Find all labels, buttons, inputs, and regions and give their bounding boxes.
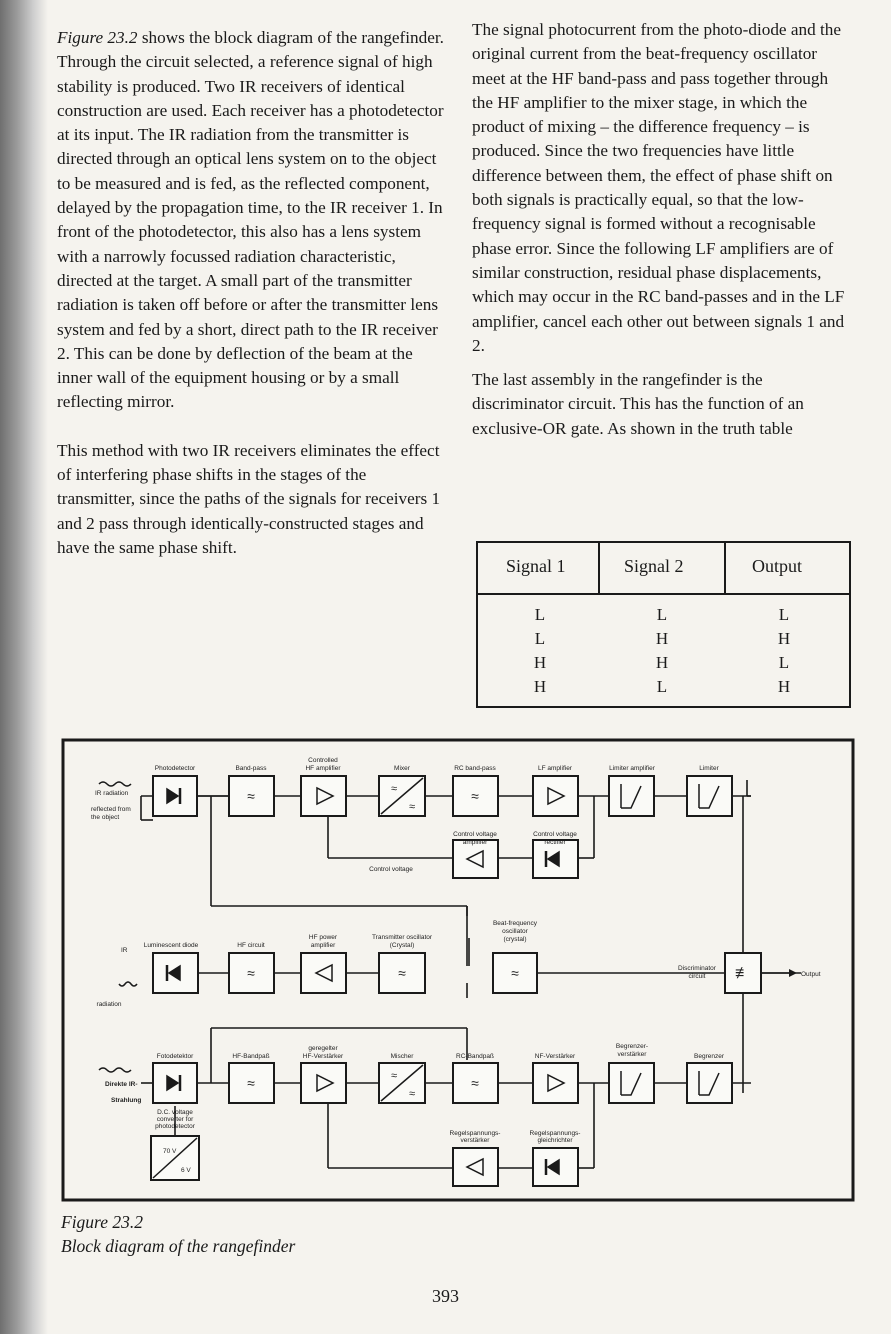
label-nf-verstaerker: NF-Verstärker bbox=[534, 1053, 576, 1060]
label-direkte-1: Direkte IR- bbox=[105, 1081, 138, 1088]
label-70v: 70 V bbox=[163, 1148, 177, 1155]
label-cv-amplifier-1: Control voltage bbox=[453, 831, 497, 838]
label-hf-amplifier: HF amplifier bbox=[305, 765, 341, 772]
label-reflected-1: reflected from bbox=[91, 806, 131, 813]
label-controlled: Controlled bbox=[308, 757, 338, 764]
lf-amplifier-block bbox=[533, 776, 578, 816]
band-pass-icon: ≈ bbox=[247, 1075, 255, 1091]
label-dc-1: D.C. voltage bbox=[157, 1109, 193, 1116]
label-hf-power-2: amplifier bbox=[310, 942, 336, 949]
label-cv-amplifier-2: amplifier bbox=[462, 839, 488, 846]
label-discriminator-2: circuit bbox=[688, 973, 706, 980]
label-radiation: radiation bbox=[96, 1001, 122, 1008]
truth-cell: H bbox=[777, 629, 791, 648]
label-regel-g-2: gleichrichter bbox=[537, 1137, 573, 1144]
label-6v: 6 V bbox=[181, 1167, 191, 1174]
ir-radiation-wave bbox=[99, 782, 131, 786]
label-beat-1: Beat-frequency bbox=[492, 920, 538, 927]
label-discriminator-1: Discriminator bbox=[678, 965, 716, 972]
band-pass-icon: ≈ bbox=[511, 965, 519, 981]
label-geregelter-1: geregelter bbox=[308, 1045, 338, 1052]
truth-cell: L bbox=[778, 653, 790, 672]
truth-cell: H bbox=[533, 653, 547, 672]
label-begrenzer-v-1: Begrenzer- bbox=[615, 1043, 649, 1050]
band-pass-icon: ≈ bbox=[247, 965, 255, 981]
truth-cell: L bbox=[534, 629, 546, 648]
label-begrenzer-v-2: verstärker bbox=[617, 1051, 647, 1058]
mixer-tilde-icon: ≈ bbox=[390, 1070, 398, 1082]
label-tx-osc-1: Transmitter oscillator bbox=[371, 934, 433, 941]
label-hf-circuit: HF circuit bbox=[237, 942, 265, 949]
left-column bbox=[57, 26, 445, 560]
label-limiter-amplifier: Limiter amplifier bbox=[609, 765, 655, 772]
mixer-tilde-icon: ≈ bbox=[408, 801, 416, 813]
mixer-tilde-icon: ≈ bbox=[390, 783, 398, 795]
not-equal-icon: ≢ bbox=[735, 965, 751, 982]
label-geregelter-2: HF-Verstärker bbox=[302, 1053, 344, 1060]
truth-header-signal-2: Signal 2 bbox=[624, 556, 684, 576]
figure-caption bbox=[61, 1210, 295, 1258]
label-rc-band-pass: RC band-pass bbox=[454, 765, 496, 772]
band-pass-icon: ≈ bbox=[247, 788, 255, 804]
truth-header-signal-1: Signal 1 bbox=[506, 556, 566, 576]
label-photodetector: Photodetector bbox=[154, 765, 196, 772]
truth-cell: H bbox=[655, 629, 669, 648]
regelspannungs-verstaerker-block bbox=[453, 1148, 498, 1186]
label-tx-osc-2: (Crystal) bbox=[389, 942, 415, 949]
right-column bbox=[472, 18, 852, 441]
truth-cell: L bbox=[778, 605, 790, 624]
label-hf-power-1: HF power bbox=[308, 934, 338, 941]
truth-table bbox=[476, 541, 851, 708]
limiter-amplifier-block bbox=[609, 776, 654, 816]
label-luminescent: Luminescent diode bbox=[143, 942, 199, 949]
label-direkte-2: Strahlung bbox=[111, 1097, 142, 1104]
truth-cell: L bbox=[656, 677, 668, 696]
label-regel-v-2: verstärker bbox=[460, 1137, 490, 1144]
label-dc-3: photodetector bbox=[155, 1123, 195, 1130]
truth-cell: H bbox=[533, 677, 547, 696]
label-cv-rectifier-2: rectifier bbox=[544, 839, 566, 846]
label-reflected-2: the object bbox=[91, 814, 120, 821]
caption-figure-number: Figure 23.2 bbox=[61, 1212, 143, 1232]
left-paragraph-1-text: shows the block diagram of the rangefinder. Through the circuit selected, a reference signal of high stability is produced. Two IR receivers of identical construction are used. Each receiver has a photodetector at its input. The IR radiation from the transmitter is directed through an optical lens system on to the object to be measured and is fed, as the reflected component, delayed by the propagation time, to the IR receiver 1. In front of the photodetector, this also has a lens system with a narrowly focussed radiation characteristic, directed at the target. A small part of the transmitter radiation is taken off before or after the transmitter lens system and fed by a short, direct path to the IR receiver 2. This can be done by deflection of the beam at the inner wall of the equipment housing or by a small reflecting mirror. bbox=[57, 28, 444, 412]
hf-power-amplifier-block bbox=[301, 953, 346, 993]
truth-cell: L bbox=[534, 605, 546, 624]
band-pass-icon: ≈ bbox=[398, 965, 406, 981]
truth-cell: L bbox=[656, 605, 668, 624]
band-pass-icon: ≈ bbox=[471, 788, 479, 804]
label-mischer: Mischer bbox=[390, 1053, 414, 1060]
label-rc-bandpass: RC-Bandpaß bbox=[456, 1053, 494, 1060]
label-beat-3: (crystal) bbox=[503, 936, 527, 943]
label-hf-bandpass: HF-Bandpaß bbox=[232, 1053, 270, 1060]
label-output: Output bbox=[801, 971, 821, 978]
output-arrow-icon bbox=[789, 969, 797, 977]
controlled-hf-amplifier-block bbox=[301, 776, 346, 816]
label-regel-v-1: Regelspannungs- bbox=[449, 1130, 501, 1137]
block-diagram-figure bbox=[61, 738, 856, 1202]
label-fotodetektor: Fotodetektor bbox=[156, 1053, 194, 1060]
label-control-voltage: Control voltage bbox=[369, 866, 413, 873]
limiter-block bbox=[687, 776, 732, 816]
begrenzer-verstaerker-block bbox=[609, 1063, 654, 1103]
geregelter-hf-verstaerker-block bbox=[301, 1063, 346, 1103]
block-diagram bbox=[61, 738, 856, 1202]
right-paragraph-2: The last assembly in the rangefinder is the discriminator circuit. This has the function of an exclusive-OR gate. As shown in the truth table bbox=[472, 370, 804, 438]
label-beat-2: oscillator bbox=[502, 928, 528, 935]
truth-cell: H bbox=[655, 653, 669, 672]
label-dc-2: converter for bbox=[156, 1116, 194, 1123]
label-begrenzer: Begrenzer bbox=[694, 1053, 724, 1060]
page-number: 393 bbox=[432, 1286, 459, 1306]
figure-reference: Figure 23.2 bbox=[57, 28, 138, 47]
left-paragraph-1 bbox=[57, 26, 445, 415]
band-pass-icon: ≈ bbox=[471, 1075, 479, 1091]
label-ir-radiation: IR radiation bbox=[95, 790, 129, 797]
mixer-tilde-icon: ≈ bbox=[408, 1088, 416, 1100]
label-limiter: Limiter bbox=[699, 765, 719, 772]
nf-verstaerker-block bbox=[533, 1063, 578, 1103]
label-lf-amplifier: LF amplifier bbox=[538, 765, 572, 772]
begrenzer-block bbox=[687, 1063, 732, 1103]
label-cv-rectifier-1: Control voltage bbox=[533, 831, 577, 838]
right-paragraph-1: The signal photocurrent from the photo-diode and the original current from the beat-frequency oscillator meet at the HF band-pass and pass together through the HF amplifier to the mixer stage, in which the product of mixing – the difference frequency – is produced. Since the two frequencies have little difference between them, the effect of phase shift on both signals is practically equal, so that the low-frequency signal is formed without a recognisable phase error. Since the following LF amplifiers are of similar construction, residual phase displacements, which may occur in the RC band-passes and in the LF amplifier, cancel each other out between signals 1 and 2. bbox=[472, 20, 845, 355]
left-paragraph-2: This method with two IR receivers eliminates the effect of interfering phase shifts in the stages of the transmitter, since the paths of the signals for receivers 1 and 2 pass through identically-constructed stages and have the same phase shift. bbox=[57, 440, 441, 557]
book-spine-shadow bbox=[0, 0, 48, 1334]
label-band-pass: Band-pass bbox=[235, 765, 267, 772]
caption-title: Block diagram of the rangefinder bbox=[61, 1236, 296, 1256]
truth-cell: H bbox=[777, 677, 791, 696]
label-ir: IR bbox=[121, 947, 128, 954]
label-mixer: Mixer bbox=[394, 765, 410, 772]
truth-header-output: Output bbox=[752, 556, 803, 576]
label-regel-g-1: Regelspannungs- bbox=[529, 1130, 581, 1137]
